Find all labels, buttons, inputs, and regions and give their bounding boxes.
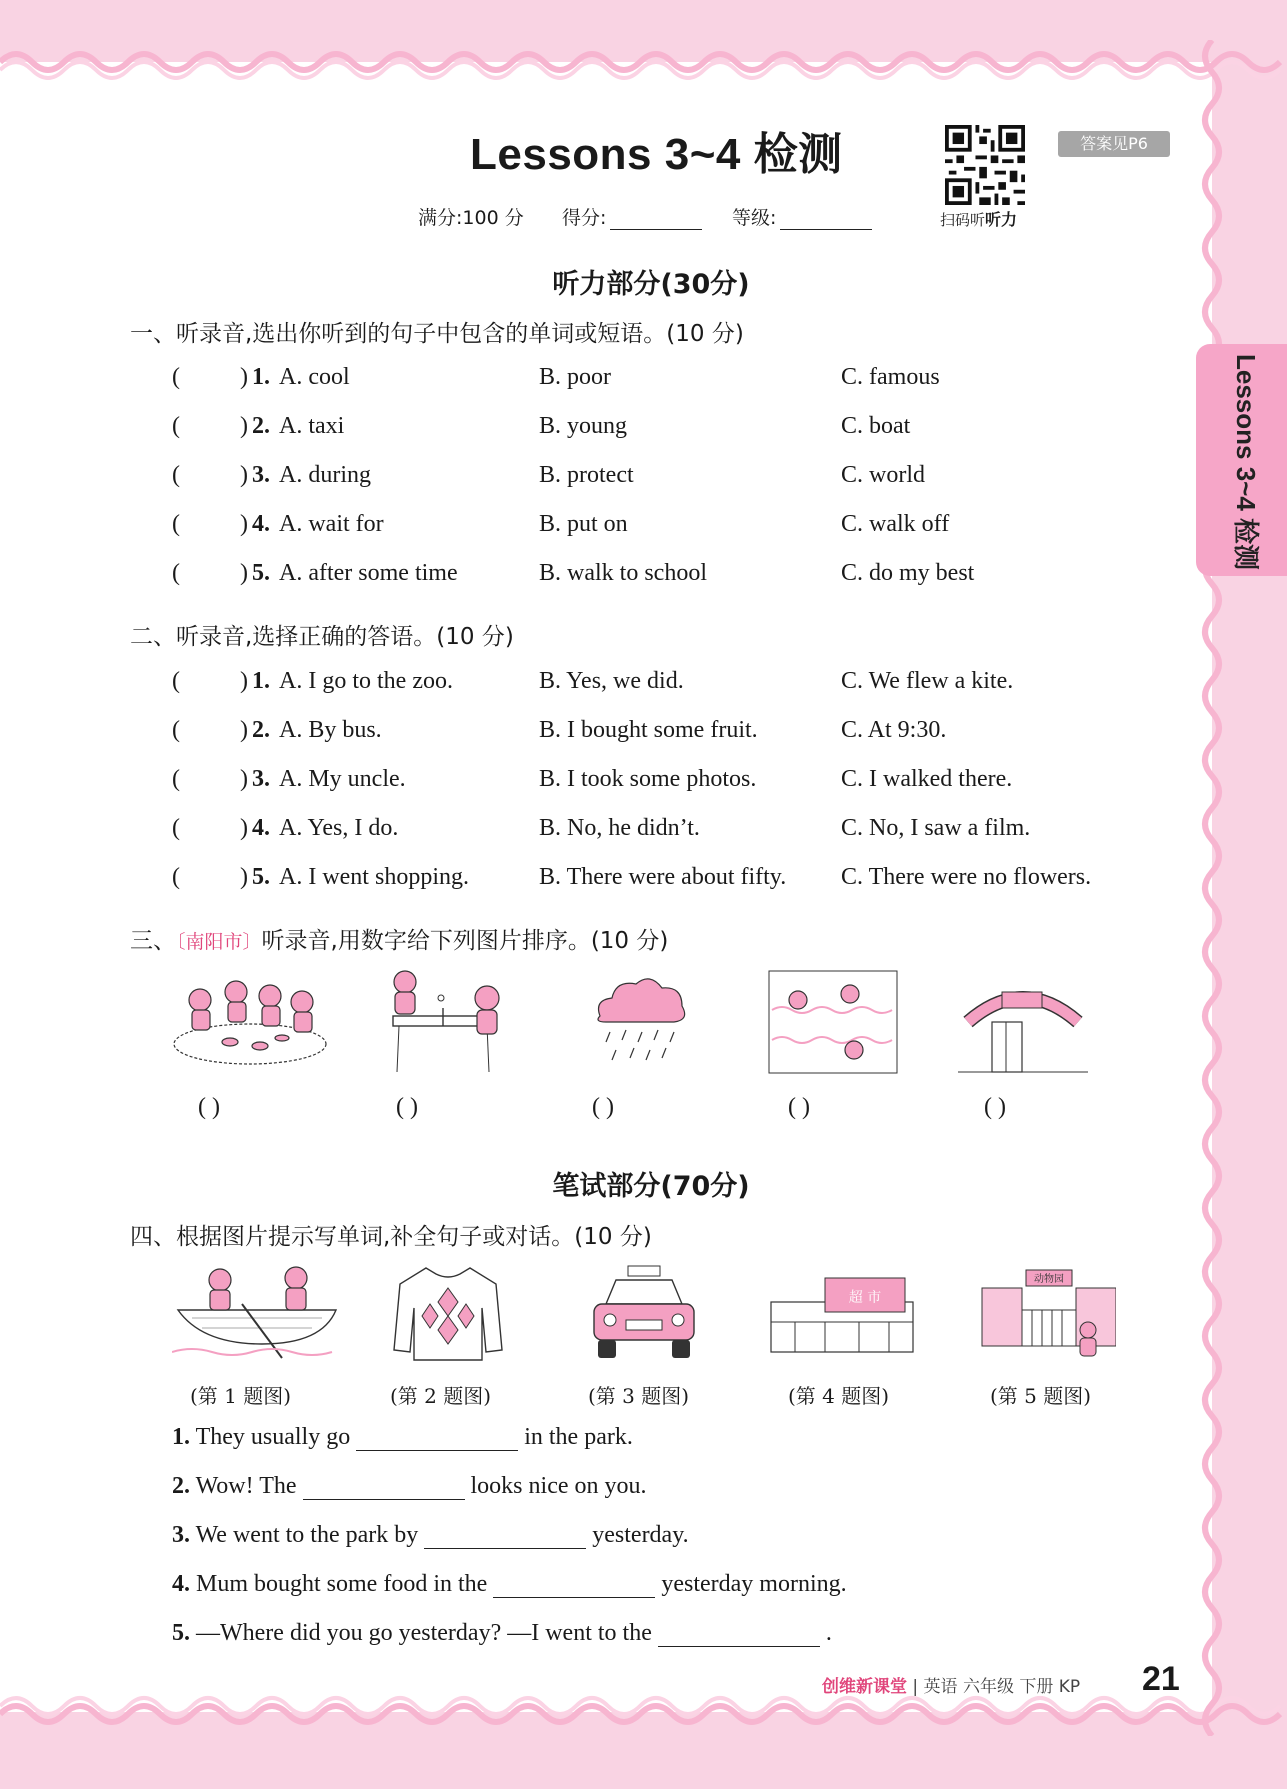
answer-bracket-open[interactable]: ( (172, 668, 180, 694)
option-a[interactable]: A. during (279, 462, 371, 488)
option-c[interactable]: C. do my best (841, 560, 975, 586)
qr-label-bold: 听力 (985, 210, 1018, 229)
sentence-after: . (825, 1620, 832, 1646)
fill-sentence-5 (172, 1620, 832, 1647)
option-c[interactable]: C. At 9:30. (841, 717, 947, 743)
rain-cloud-icon (590, 972, 690, 1072)
page-number: 21 (1142, 1660, 1180, 1698)
sentence-after: yesterday. (592, 1522, 689, 1548)
option-b[interactable]: B. put on (539, 511, 628, 537)
answer-reference-badge: 答案见P6 (1058, 131, 1170, 157)
option-c[interactable]: C. world (841, 462, 925, 488)
table-tennis-icon (375, 968, 510, 1076)
answer-bracket-open[interactable]: ( (172, 560, 180, 586)
sentence-number: 4. (172, 1571, 190, 1597)
book-meta: 英语 六年级 下册 KP (923, 1677, 1081, 1697)
answer-blank[interactable] (356, 1431, 518, 1451)
option-c[interactable]: C. boat (841, 413, 911, 439)
side-tab-label: Lessons 3~4 检测 (1231, 354, 1261, 571)
part3-heading-text: 听录音,用数字给下列图片排序。(10 分) (261, 928, 669, 954)
sentence-number: 1. (172, 1424, 190, 1450)
region-tag: 〔南阳市〕 (176, 931, 262, 953)
order-answer-5[interactable]: ( ) (984, 1094, 1006, 1120)
grade-field[interactable] (732, 203, 872, 230)
sentence-before: They usually go (195, 1424, 351, 1450)
fill-sentence-1 (172, 1424, 633, 1451)
answer-blank[interactable] (424, 1529, 586, 1549)
question-number: 2. (252, 413, 270, 439)
question-number: 1. (252, 364, 270, 390)
writing-section-title: 笔试部分(70分) (552, 1171, 750, 1202)
option-c[interactable]: C. famous (841, 364, 940, 390)
answer-bracket-close: ) (240, 462, 248, 488)
answer-blank[interactable] (493, 1578, 655, 1598)
answer-bracket-close: ) (240, 815, 248, 841)
question-number: 4. (252, 815, 270, 841)
option-b[interactable]: B. walk to school (539, 560, 707, 586)
taxi-icon (588, 1264, 700, 1364)
question-number: 3. (252, 766, 270, 792)
score-label: 得分: (562, 207, 607, 229)
sentence-before: —Where did you go yesterday? —I went to the (196, 1620, 652, 1646)
sentence-after: yesterday morning. (661, 1571, 847, 1597)
answer-bracket-close: ) (240, 766, 248, 792)
sentence-after: in the park. (524, 1424, 633, 1450)
answer-bracket-open[interactable]: ( (172, 413, 180, 439)
option-a[interactable]: A. cool (279, 364, 350, 390)
option-b[interactable]: B. There were about fifty. (539, 864, 787, 890)
footer-divider: | (907, 1677, 924, 1697)
option-b[interactable]: B. No, he didn’t. (539, 815, 700, 841)
order-answer-3[interactable]: ( ) (592, 1094, 614, 1120)
answer-bracket-open[interactable]: ( (172, 364, 180, 390)
supermarket-sign-text: 超 市 (848, 1290, 882, 1306)
answer-bracket-open[interactable]: ( (172, 815, 180, 841)
listening-section-title: 听力部分(30分) (552, 269, 750, 300)
caption-4: (第 4 题图) (788, 1384, 890, 1408)
children-eating-icon (170, 972, 330, 1072)
answer-blank[interactable] (303, 1480, 465, 1500)
option-c[interactable]: C. There were no flowers. (841, 864, 1092, 890)
gate-icon (948, 982, 1098, 1074)
option-b[interactable]: B. protect (539, 462, 634, 488)
order-answer-4[interactable]: ( ) (788, 1094, 810, 1120)
option-b[interactable]: B. I took some photos. (539, 766, 757, 792)
zoo-sign-text: 动物园 (1034, 1274, 1064, 1285)
option-a[interactable]: A. after some time (279, 560, 458, 586)
option-a[interactable]: A. I went shopping. (279, 864, 469, 890)
option-c[interactable]: C. I walked there. (841, 766, 1013, 792)
answer-blank[interactable] (658, 1627, 820, 1647)
order-answer-2[interactable]: ( ) (396, 1094, 418, 1120)
fill-sentence-2 (172, 1473, 647, 1500)
caption-1: (第 1 题图) (190, 1384, 292, 1408)
fill-sentence-4 (172, 1571, 847, 1598)
question-number: 4. (252, 511, 270, 537)
option-a[interactable]: A. taxi (279, 413, 345, 439)
part4-heading: 四、根据图片提示写单词,补全句子或对话。(10 分) (130, 1224, 652, 1250)
option-b[interactable]: B. Yes, we did. (539, 668, 684, 694)
answer-bracket-close: ) (240, 413, 248, 439)
zoo-gate-icon (976, 1266, 1116, 1362)
answer-bracket-close: ) (240, 511, 248, 537)
grade-label: 等级: (732, 207, 777, 229)
answer-bracket-close: ) (240, 864, 248, 890)
rowing-boat-icon (172, 1264, 342, 1360)
fill-sentence-3 (172, 1522, 689, 1549)
answer-bracket-close: ) (240, 560, 248, 586)
option-a[interactable]: A. My uncle. (279, 766, 406, 792)
part3-prefix: 三、 (130, 928, 176, 954)
qr-label (940, 207, 1017, 230)
qr-label-prefix: 扫码听 (940, 211, 986, 229)
caption-3: (第 3 题图) (588, 1384, 690, 1408)
sentence-number: 3. (172, 1522, 190, 1548)
sentence-before: Wow! The (195, 1473, 297, 1499)
qr-code-icon[interactable] (945, 125, 1025, 205)
answer-bracket-close: ) (240, 717, 248, 743)
footer-brand (822, 1672, 1080, 1697)
grade-blank[interactable] (780, 212, 872, 230)
sentence-before: Mum bought some food in the (196, 1571, 488, 1597)
side-tab (1196, 344, 1287, 576)
score-field[interactable] (562, 203, 702, 230)
sentence-number: 5. (172, 1620, 190, 1646)
answer-bracket-close: ) (240, 668, 248, 694)
full-score: 满分:100 分 (418, 207, 524, 229)
option-a[interactable]: A. By bus. (279, 717, 382, 743)
answer-bracket-open[interactable]: ( (172, 766, 180, 792)
part3-heading (130, 922, 668, 955)
sentence-number: 2. (172, 1473, 190, 1499)
sentence-before: We went to the park by (195, 1522, 419, 1548)
sweater-icon (392, 1264, 504, 1364)
sentence-after: looks nice on you. (470, 1473, 647, 1499)
option-c[interactable]: C. We flew a kite. (841, 668, 1014, 694)
option-a[interactable]: A. wait for (279, 511, 384, 537)
page-title: Lessons 3~4 检测 (470, 130, 843, 179)
part2-heading: 二、听录音,选择正确的答语。(10 分) (130, 624, 514, 650)
option-b[interactable]: B. I bought some fruit. (539, 717, 758, 743)
caption-5: (第 5 题图) (990, 1384, 1092, 1408)
supermarket-icon (765, 1272, 919, 1358)
order-answer-1[interactable]: ( ) (198, 1094, 220, 1120)
option-c[interactable]: C. walk off (841, 511, 950, 537)
question-number: 5. (252, 864, 270, 890)
part1-heading: 一、听录音,选出你听到的句子中包含的单词或短语。(10 分) (130, 321, 744, 347)
brand-name: 创维新课堂 (822, 1677, 907, 1697)
answer-bracket-open[interactable]: ( (172, 864, 180, 890)
option-c[interactable]: C. No, I saw a film. (841, 815, 1031, 841)
score-blank[interactable] (610, 212, 702, 230)
option-b[interactable]: B. poor (539, 364, 611, 390)
question-number: 2. (252, 717, 270, 743)
option-a[interactable]: A. I go to the zoo. (279, 668, 453, 694)
answer-bracket-open[interactable]: ( (172, 511, 180, 537)
answer-bracket-open[interactable]: ( (172, 462, 180, 488)
answer-bracket-close: ) (240, 364, 248, 390)
question-number: 3. (252, 462, 270, 488)
swimming-icon (768, 970, 898, 1074)
question-number: 5. (252, 560, 270, 586)
option-b[interactable]: B. young (539, 413, 628, 439)
question-number: 1. (252, 668, 270, 694)
caption-2: (第 2 题图) (390, 1384, 492, 1408)
option-a[interactable]: A. Yes, I do. (279, 815, 399, 841)
answer-bracket-open[interactable]: ( (172, 717, 180, 743)
